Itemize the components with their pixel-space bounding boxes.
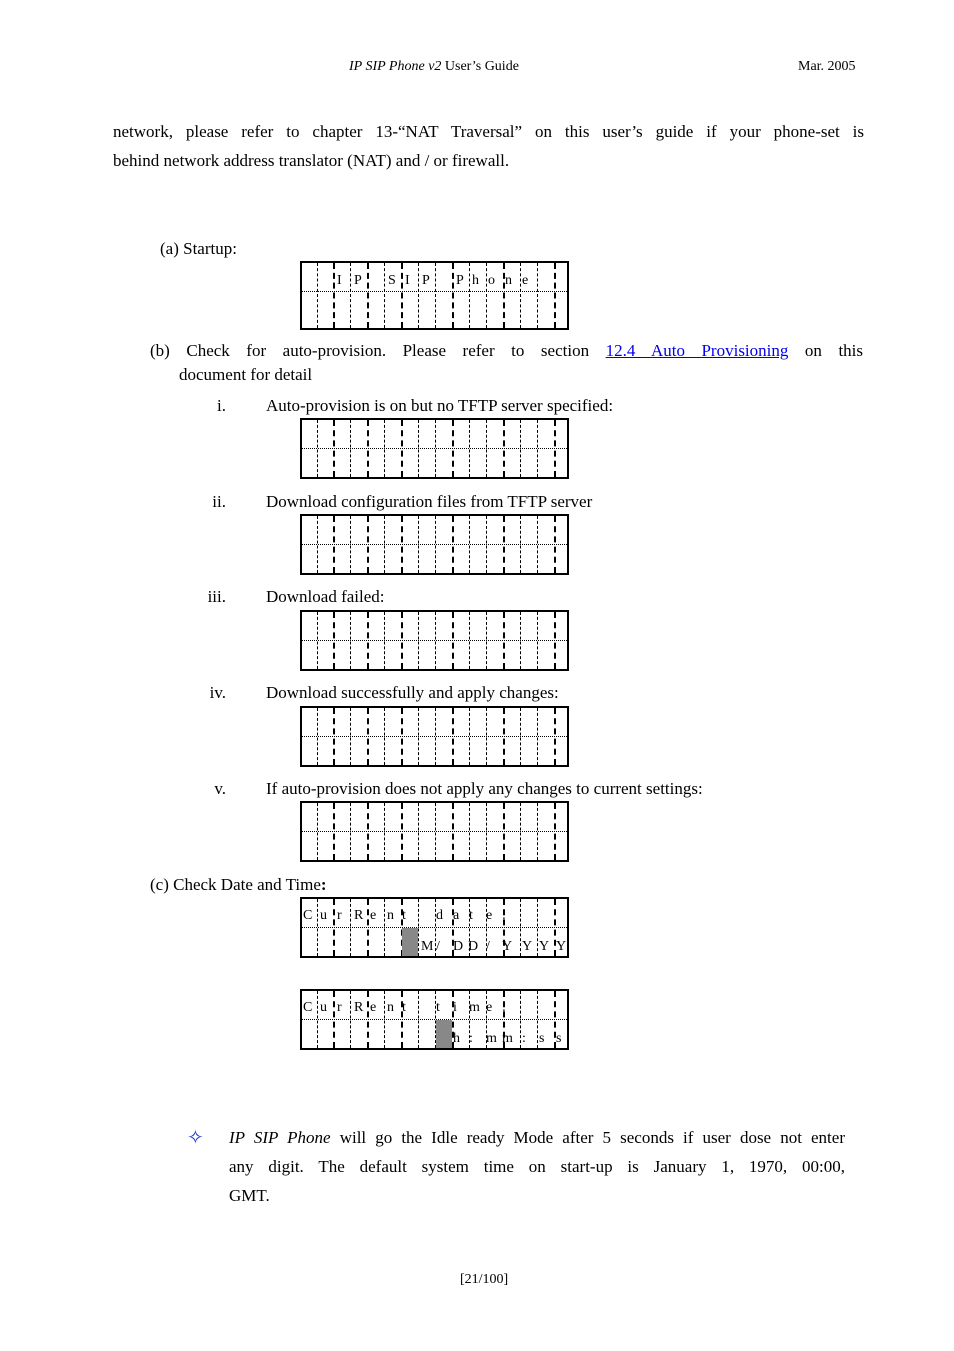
- lcd-cell-divider: [367, 708, 369, 765]
- lcd-cell-divider: [554, 516, 556, 573]
- lcd-cell-divider: [537, 612, 538, 669]
- lcd-cell-divider: [333, 612, 335, 669]
- lcd-cell-divider: [418, 803, 419, 860]
- lcd-cell-divider: [333, 516, 335, 573]
- lcd-cell-divider: [367, 612, 369, 669]
- lcd-cell-divider: [333, 803, 335, 860]
- lcd-cell-divider: [554, 803, 556, 860]
- lcd-cell-divider: [435, 708, 436, 765]
- lcd-cell-divider: [435, 803, 436, 860]
- lcd-cell-divider: [384, 899, 385, 956]
- lcd-cell-divider: [503, 516, 505, 573]
- lcd-cell-divider: [520, 420, 521, 477]
- lcd-cell-divider: [537, 899, 538, 956]
- item-text: Auto-provision is on but no TFTP server specified:: [266, 396, 614, 415]
- lcd-cell-divider: [537, 263, 538, 328]
- lcd-cell-divider: [503, 803, 505, 860]
- header-title-rest: User’s Guide: [441, 59, 519, 74]
- header-date: Mar. 2005: [798, 59, 856, 74]
- lcd-cell-divider: [520, 991, 521, 1048]
- lcd-char: t: [436, 1000, 440, 1015]
- lcd-cell-divider: [469, 263, 470, 328]
- item-text: Download failed:: [266, 587, 385, 606]
- section-b-label: [150, 341, 863, 361]
- lcd-char: e: [522, 273, 529, 288]
- lcd-cell-divider: [520, 708, 521, 765]
- lcd-cell-divider: [384, 708, 385, 765]
- lcd-char: r: [337, 1000, 342, 1015]
- lcd-cell-divider: [520, 516, 521, 573]
- lcd-cursor: [436, 1020, 452, 1048]
- lcd-cell-divider: [401, 803, 403, 860]
- lcd-cell-divider: [469, 612, 470, 669]
- intro-paragraph: [113, 117, 864, 175]
- lcd-cell-divider: [317, 420, 318, 477]
- lcd-char: R: [354, 1000, 364, 1015]
- lcd-char: a: [453, 908, 460, 923]
- lcd-cell-divider: [401, 263, 403, 328]
- lcd-cell-divider: [418, 899, 419, 956]
- lcd-cell-divider: [503, 420, 505, 477]
- lcd-cell-divider: [435, 420, 436, 477]
- lcd-cell-divider: [469, 708, 470, 765]
- section-c-colon: :: [320, 875, 327, 894]
- lcd-char: Y: [502, 939, 513, 954]
- lcd-cell-divider: [486, 612, 487, 669]
- lcd-char: s: [539, 1031, 545, 1046]
- lcd-cell-divider: [350, 899, 351, 956]
- note-paragraph: [229, 1123, 845, 1210]
- lcd-char: n: [387, 1000, 394, 1015]
- page-number: [21/100]: [460, 1272, 509, 1287]
- lcd-char: D: [453, 939, 464, 954]
- lcd-cell-divider: [520, 899, 521, 956]
- item-number: i.: [217, 396, 226, 415]
- lcd-char: M: [421, 939, 434, 954]
- lcd-char: :: [469, 1031, 473, 1046]
- lcd-char: t: [469, 908, 473, 923]
- section-c-label: [150, 875, 327, 895]
- lcd-cell-divider: [317, 263, 318, 328]
- note-italic: IP SIP Phone: [229, 1128, 331, 1147]
- lcd-char: t: [402, 908, 406, 923]
- lcd-char: D: [468, 939, 479, 954]
- lcd-cell-divider: [452, 708, 454, 765]
- note-line-1-rest: will go the Idle ready Mode after 5 seconds if user dose not enter: [330, 1128, 845, 1147]
- lcd-cell-divider: [317, 612, 318, 669]
- lcd-cell-divider: [333, 420, 335, 477]
- lcd-download: [300, 514, 569, 575]
- section-b-label-line2: document for detail: [179, 365, 313, 384]
- lcd-cell-divider: [350, 420, 351, 477]
- lcd-char: d: [436, 908, 443, 923]
- lcd-char: /: [486, 939, 490, 954]
- lcd-cell-divider: [469, 420, 470, 477]
- lcd-current-date: [300, 897, 569, 958]
- lcd-cell-divider: [537, 991, 538, 1048]
- lcd-cell-divider: [317, 803, 318, 860]
- four-point-star-icon: ✧: [187, 1127, 204, 1149]
- lcd-char: m: [486, 1031, 497, 1046]
- lcd-char: i: [453, 1000, 457, 1015]
- lcd-char: Y: [539, 939, 550, 954]
- lcd-char: h: [472, 273, 479, 288]
- lcd-cell-divider: [486, 708, 487, 765]
- lcd-cell-divider: [503, 708, 505, 765]
- lcd-char: e: [486, 1000, 493, 1015]
- lcd-cell-divider: [452, 803, 454, 860]
- lcd-char: I: [337, 273, 342, 288]
- lcd-cell-divider: [384, 420, 385, 477]
- lcd-download-success: [300, 706, 569, 767]
- lcd-char: Y: [556, 939, 567, 954]
- lcd-cell-divider: [333, 708, 335, 765]
- lcd-cell-divider: [418, 420, 419, 477]
- lcd-cell-divider: [486, 420, 487, 477]
- lcd-cell-divider: [401, 516, 403, 573]
- lcd-char: I: [405, 273, 410, 288]
- lcd-char: P: [456, 273, 464, 288]
- lcd-cell-divider: [333, 991, 335, 1048]
- item-number: iii.: [207, 587, 226, 606]
- lcd-char: o: [488, 273, 495, 288]
- item-text: Download successfully and apply changes:: [266, 683, 559, 702]
- lcd-cell-divider: [452, 516, 454, 573]
- lcd-char: Y: [522, 939, 533, 954]
- lcd-cell-divider: [418, 991, 419, 1048]
- lcd-cell-divider: [367, 991, 369, 1048]
- lcd-char: n: [387, 908, 394, 923]
- lcd-download-failed: [300, 610, 569, 671]
- lcd-cell-divider: [537, 708, 538, 765]
- lcd-cell-divider: [418, 612, 419, 669]
- section-b-suffix: on this: [804, 341, 864, 360]
- lcd-cursor: [402, 928, 418, 956]
- lcd-char: C: [303, 908, 313, 923]
- lcd-current-time: [300, 989, 569, 1050]
- item-text: If auto-provision does not apply any changes to current settings:: [266, 779, 703, 798]
- lcd-cell-divider: [401, 708, 403, 765]
- lcd-char: u: [320, 1000, 327, 1015]
- lcd-cell-divider: [435, 516, 436, 573]
- lcd-cell-divider: [317, 516, 318, 573]
- lcd-cell-divider: [520, 612, 521, 669]
- lcd-cell-divider: [554, 612, 556, 669]
- auto-provisioning-link[interactable]: 12.4 Auto Provisioning: [605, 341, 789, 360]
- lcd-cell-divider: [350, 803, 351, 860]
- lcd-char: P: [422, 273, 430, 288]
- lcd-char: /: [436, 939, 440, 954]
- lcd-cell-divider: [537, 516, 538, 573]
- lcd-startup: [300, 261, 569, 330]
- lcd-cell-divider: [367, 516, 369, 573]
- lcd-cell-divider: [367, 803, 369, 860]
- lcd-cell-divider: [350, 516, 351, 573]
- note-line-2: any digit. The default system time on start-up is January 1, 1970, 00:00,: [229, 1157, 845, 1176]
- lcd-cell-divider: [486, 803, 487, 860]
- lcd-cell-divider: [537, 803, 538, 860]
- lcd-cell-divider: [554, 420, 556, 477]
- lcd-char: C: [303, 1000, 313, 1015]
- section-a-label: (a) Startup:: [160, 239, 237, 258]
- item-number: v.: [214, 779, 226, 798]
- header-title-italic: IP SIP Phone v2: [349, 59, 442, 74]
- lcd-char: s: [556, 1031, 562, 1046]
- section-c-label-text: (c) Check Date and Time: [150, 875, 321, 894]
- lcd-cell-divider: [333, 263, 335, 328]
- lcd-char: e: [370, 1000, 377, 1015]
- lcd-cell-divider: [418, 516, 419, 573]
- lcd-cell-divider: [469, 516, 470, 573]
- lcd-cell-divider: [401, 420, 403, 477]
- lcd-cell-divider: [452, 420, 454, 477]
- lcd-cell-divider: [367, 420, 369, 477]
- lcd-cell-divider: [384, 803, 385, 860]
- lcd-char: t: [402, 1000, 406, 1015]
- lcd-cell-divider: [469, 803, 470, 860]
- lcd-cell-divider: [384, 991, 385, 1048]
- lcd-cell-divider: [350, 708, 351, 765]
- lcd-cell-divider: [486, 263, 487, 328]
- lcd-cell-divider: [520, 263, 521, 328]
- lcd-cell-divider: [452, 612, 454, 669]
- lcd-cell-divider: [418, 708, 419, 765]
- lcd-cell-divider: [384, 612, 385, 669]
- lcd-cell-divider: [503, 612, 505, 669]
- lcd-cell-divider: [317, 991, 318, 1048]
- item-text: Download configuration files from TFTP server: [266, 492, 593, 511]
- intro-line-2: behind network address translator (NAT) and / or firewall.: [113, 151, 510, 170]
- intro-line-1: network, please refer to chapter 13-“NAT Traversal” on this user’s guide if your phone-set is: [113, 122, 864, 141]
- lcd-char: :: [522, 1031, 526, 1046]
- lcd-cell-divider: [435, 612, 436, 669]
- lcd-char: :: [502, 1000, 506, 1015]
- lcd-cell-divider: [317, 708, 318, 765]
- note-line-3: GMT.: [229, 1186, 270, 1205]
- lcd-char: S: [388, 273, 396, 288]
- lcd-cell-divider: [401, 612, 403, 669]
- lcd-char: n: [505, 273, 512, 288]
- lcd-no-tftp: [300, 418, 569, 479]
- lcd-cell-divider: [435, 263, 436, 328]
- lcd-cell-divider: [554, 708, 556, 765]
- lcd-cell-divider: [350, 612, 351, 669]
- section-b-prefix: (b) Check for auto-provision. Please refer to section: [150, 341, 590, 360]
- lcd-cell-divider: [367, 899, 369, 956]
- lcd-cell-divider: [418, 263, 419, 328]
- lcd-char: h: [453, 1031, 460, 1046]
- lcd-cell-divider: [554, 263, 556, 328]
- lcd-char: :: [502, 908, 506, 923]
- lcd-cell-divider: [486, 516, 487, 573]
- note-line-1: [229, 1123, 845, 1152]
- lcd-char: m: [469, 1000, 480, 1015]
- lcd-cell-divider: [452, 263, 454, 328]
- lcd-cell-divider: [384, 263, 385, 328]
- lcd-cell-divider: [384, 516, 385, 573]
- lcd-char: e: [486, 908, 493, 923]
- item-number: iv.: [209, 683, 226, 702]
- lcd-cell-divider: [520, 803, 521, 860]
- lcd-char: P: [354, 273, 362, 288]
- lcd-char: m: [502, 1031, 513, 1046]
- lcd-cell-divider: [350, 991, 351, 1048]
- lcd-cell-divider: [367, 263, 369, 328]
- lcd-char: e: [370, 908, 377, 923]
- lcd-cell-divider: [317, 899, 318, 956]
- lcd-char: u: [320, 908, 327, 923]
- lcd-cell-divider: [537, 420, 538, 477]
- lcd-cell-divider: [350, 263, 351, 328]
- lcd-char: R: [354, 908, 364, 923]
- lcd-cell-divider: [333, 899, 335, 956]
- header-title: [349, 59, 519, 75]
- item-number: ii.: [212, 492, 226, 511]
- lcd-char: r: [337, 908, 342, 923]
- lcd-no-changes: [300, 801, 569, 862]
